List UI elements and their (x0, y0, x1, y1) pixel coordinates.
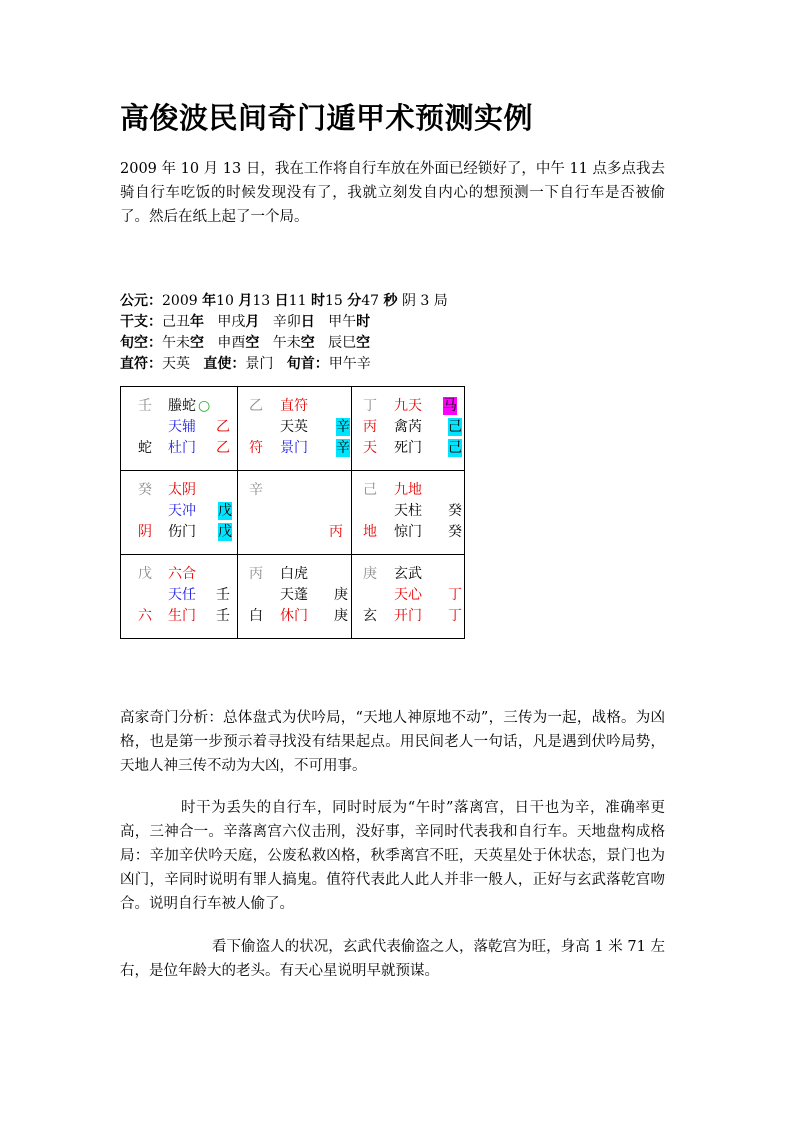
palace-door: 惊门 癸 (394, 524, 462, 540)
palace-stem: 丙 (249, 566, 263, 582)
xk-d-kong: 空 (356, 335, 371, 351)
analysis-paragraph-3: 看下偷盗人的状况，玄武代表偷盗之人，落乾宫为旺，身高 1 米 71 左右，是位年龄大的老头。有天心星说明早就预谋。 (120, 939, 665, 979)
palace-door-stem: 戊 (218, 524, 232, 540)
palace-stem: 丁 (363, 398, 377, 414)
palace-star-stem: 己 (448, 419, 462, 435)
palace-god: 螣蛇 (168, 398, 196, 414)
palace-door-stem: 癸 (448, 524, 462, 540)
palace-door-stem: 乙 (216, 440, 230, 456)
palace-god: 六合 (168, 566, 196, 582)
analysis-paragraph-1: 高家奇门分析：总体盘式为伏吟局，“天地人神原地不动”，三传为一起，战格。为凶格，也是第一步预示着寻找没有结果起点。用民间老人一句话，凡是遇到伏吟局势，天地人神三传不动为大凶，不可用事。 (120, 710, 665, 774)
palace-door: 开门 丁 (394, 608, 462, 624)
palace-star: 天英 辛 (280, 419, 350, 435)
minute-unit: 分 (347, 293, 362, 309)
gz-hour-unit: 时 (356, 314, 371, 330)
palace-stem: 己 (363, 482, 377, 498)
palace-door: 杜门 乙 (168, 440, 230, 456)
palace-god: 直符 (280, 398, 308, 414)
palace-door: 景门 辛 (280, 440, 350, 456)
palace-gen (122, 562, 236, 642)
qimen-board (120, 386, 465, 639)
xk-d: 辰巳 (328, 335, 357, 351)
label-ganzhi: 干支： (120, 314, 162, 330)
palace-earth-stem: 丙 (363, 419, 377, 435)
palace-center-stem: 丙 (329, 524, 343, 540)
xk-a: 午未 (162, 335, 190, 351)
palace-li (239, 394, 353, 474)
label-xunkong: 旬空： (120, 335, 162, 351)
palace-star-stem: 庚 (334, 587, 348, 603)
year: 2009 (162, 293, 198, 309)
page-title: 高俊波民间奇门遁甲术预测实例 (120, 101, 534, 135)
gz-year-unit: 年 (190, 314, 204, 330)
hour-unit: 时 (310, 293, 325, 309)
palace-star-stem: 癸 (448, 503, 462, 519)
palace-door: 伤门 戊 (168, 524, 232, 540)
palace-god-short: 白 (249, 608, 263, 624)
gz-day-unit: 日 (300, 314, 315, 330)
palace-god-short: 玄 (363, 608, 377, 624)
palace-door-stem: 辛 (336, 440, 350, 456)
palace-qian (353, 562, 467, 642)
gz-day: 辛卯 (272, 314, 301, 330)
palace-door-stem: 己 (448, 440, 462, 456)
palace-zhen (122, 478, 236, 558)
palace-god-short: 阴 (138, 524, 152, 540)
palace-god-short: 符 (249, 440, 263, 456)
xk-c: 午未 (272, 335, 301, 351)
horse-marker: 马 (443, 398, 457, 414)
palace-door-stem: 庚 (334, 608, 348, 624)
gz-month-unit: 月 (245, 314, 260, 330)
zhifu-value: 天英 (162, 356, 190, 372)
info-xunkong (120, 333, 448, 354)
palace-star-stem: 壬 (216, 587, 230, 603)
xunshou-value: 甲午辛 (328, 356, 371, 372)
zhishi-value: 景门 (245, 356, 274, 372)
xk-b-kong: 空 (245, 335, 260, 351)
palace-center (239, 478, 353, 558)
palace-stem: 戊 (138, 566, 152, 582)
palace-god-short: 天 (363, 440, 377, 456)
palace-star: 天辅 乙 (168, 419, 230, 435)
gz-hour: 甲午 (328, 314, 357, 330)
palace-god: 九天 (394, 398, 422, 414)
xk-c-kong: 空 (300, 335, 315, 351)
palace-dui (353, 478, 467, 558)
palace-stem: 癸 (138, 482, 152, 498)
palace-stem: 辛 (249, 482, 263, 498)
hour: 11 (288, 293, 307, 309)
palace-star-stem: 丁 (448, 587, 462, 603)
gz-month: 甲戌 (217, 314, 246, 330)
circle-icon: ○ (198, 398, 211, 414)
label-gongyuan: 公元： (120, 293, 162, 309)
palace-door: 生门 壬 (168, 608, 230, 624)
palace-god: 九地 (394, 482, 422, 498)
palace-god-short: 地 (363, 524, 377, 540)
palace-star: 天柱 癸 (394, 503, 462, 519)
info-zhifu (120, 354, 448, 375)
palace-door: 死门 己 (394, 440, 462, 456)
palace-god-short: 六 (138, 608, 152, 624)
second-unit: 秒 (383, 293, 398, 309)
board-line-top (120, 386, 465, 387)
palace-kan (239, 562, 353, 642)
intro-paragraph: 2009 年 10 月 13 日，我在工作将自行车放在外面已经锁好了，中午 11 点多点我去骑自行车吃饭的时候发现没有了，我就立刻发自内心的想预测一下自行车是否被偷了。然后在纸上起了一个局。 (120, 161, 666, 225)
day: 13 (252, 293, 271, 309)
palace-god: 太阴 (168, 482, 196, 498)
chart-info (120, 291, 448, 375)
palace-star: 天任 壬 (168, 587, 230, 603)
palace-star: 天心 丁 (394, 587, 462, 603)
palace-star: 禽芮 己 (394, 419, 462, 435)
board-line-left (120, 386, 121, 639)
palace-star-stem: 辛 (336, 419, 350, 435)
palace-door-stem: 壬 (216, 608, 230, 624)
palace-god: 玄武 (394, 566, 422, 582)
label-zhishi: 直使： (203, 356, 246, 372)
palace-stem: 壬 (138, 398, 152, 414)
palace-door-stem: 丁 (448, 608, 462, 624)
info-ganzhi (120, 312, 448, 333)
palace-star-stem: 乙 (216, 419, 230, 435)
palace-stem: 乙 (249, 398, 263, 414)
xk-b: 申酉 (217, 335, 246, 351)
palace-kun (353, 394, 467, 474)
board-line-v1 (237, 386, 238, 639)
gz-year: 己丑 (162, 314, 190, 330)
palace-star-stem: 戊 (218, 503, 232, 519)
palace-xun (122, 394, 236, 474)
info-gongyuan (120, 291, 448, 312)
analysis-paragraph-2: 时干为丢失的自行车，同时时辰为“午时”落离宫，日干也为辛，准确率更高，三神合一。辛落离宫六仪击刑，没好事，辛同时代表我和自行车。天地盘构成格局：辛加辛伏吟天庭，公废私救凶格，秋季离宫不旺，天英星处于休状态，景门也为凶门，辛同时说明有罪人搞鬼。值符代表此人此人并非一般人，正好与玄武落乾宫吻合。说明自行车被人偷了。 (120, 800, 665, 912)
day-unit: 日 (274, 293, 289, 309)
palace-stem: 庚 (363, 566, 377, 582)
xk-a-kong: 空 (190, 335, 204, 351)
second: 47 (361, 293, 380, 309)
year-unit: 年 (202, 293, 217, 309)
label-zhifu: 直符： (120, 356, 162, 372)
palace-door: 休门 庚 (280, 608, 348, 624)
month: 10 (216, 293, 234, 309)
palace-star: 天冲 戊 (168, 503, 232, 519)
palace-star: 天蓬 庚 (280, 587, 348, 603)
label-xunshou: 旬首： (286, 356, 329, 372)
minute: 15 (324, 293, 343, 309)
month-unit: 月 (238, 293, 253, 309)
palace-god: 白虎 (280, 566, 308, 582)
ju: 阴 3 局 (401, 293, 448, 309)
palace-god-short: 蛇 (138, 440, 152, 456)
